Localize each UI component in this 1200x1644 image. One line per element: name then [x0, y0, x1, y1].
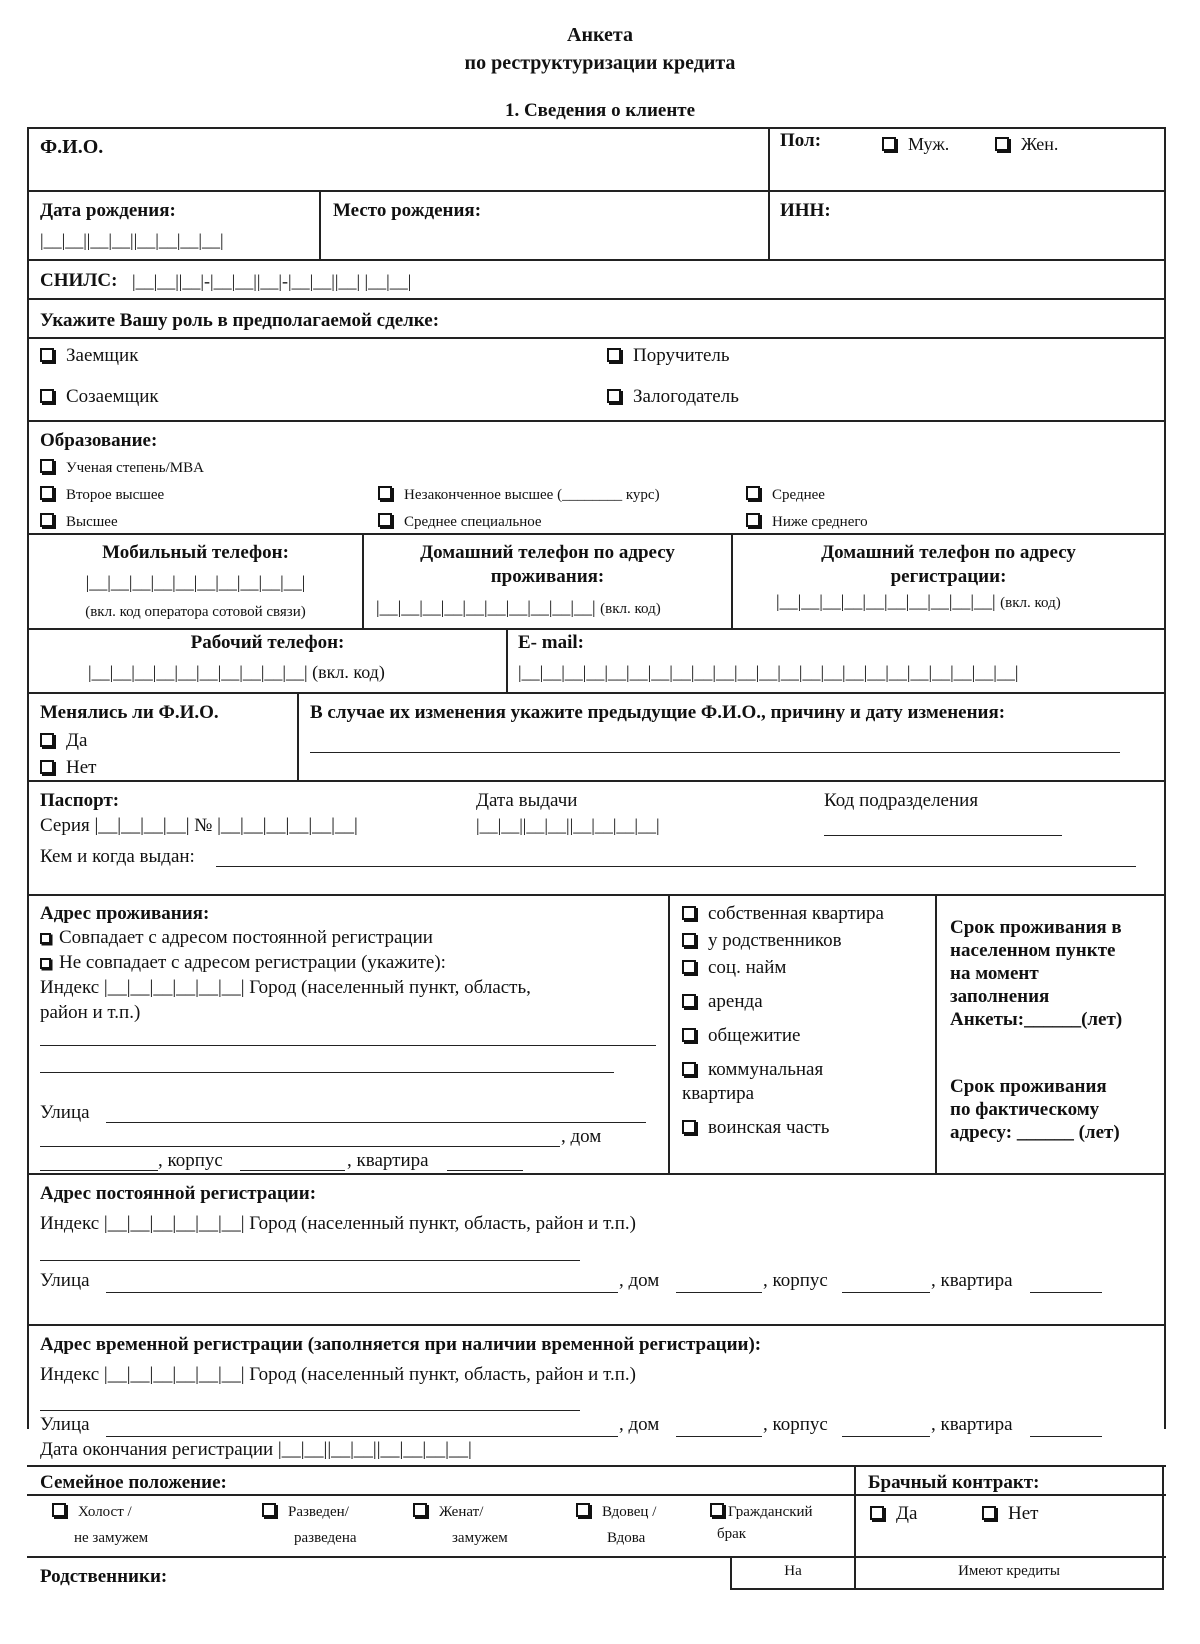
marital-divorced-option[interactable]: Разведен/	[262, 1503, 349, 1521]
col-line	[506, 628, 508, 693]
housing-own[interactable]: собственная квартира	[682, 903, 884, 925]
address-reg-flat-input[interactable]	[1030, 1292, 1102, 1293]
contract-no-option[interactable]: Нет	[982, 1503, 1038, 1525]
checkbox-icon[interactable]	[607, 348, 621, 362]
checkbox-icon[interactable]	[746, 513, 760, 527]
birth-date-field[interactable]: |__|__||__|__||__|__|__|__|	[40, 230, 224, 250]
address-temp-korpus-label: , корпус	[763, 1414, 828, 1435]
housing-communal-cont: квартира	[682, 1083, 755, 1104]
issued-by-input[interactable]	[216, 866, 1136, 867]
checkbox-icon[interactable]	[882, 137, 896, 151]
gender-label: Пол:	[780, 130, 822, 151]
row-line	[27, 894, 1166, 896]
address-live-opt-same[interactable]: Совпадает с адресом постоянной регистрации	[40, 927, 433, 949]
address-temp-house-label: , дом	[619, 1414, 660, 1435]
checkbox-icon[interactable]	[995, 137, 1009, 151]
checkbox-icon[interactable]	[40, 933, 51, 944]
col-line	[668, 894, 670, 1174]
contract-yes-option[interactable]: Да	[870, 1503, 917, 1525]
previous-fio-input[interactable]	[310, 752, 1120, 753]
fio-change-yes-option[interactable]: Да	[40, 730, 87, 752]
checkbox-icon[interactable]	[682, 1028, 696, 1042]
home-phone-reg-label: Домашний телефон по адресу	[821, 542, 1076, 563]
checkbox-icon[interactable]	[413, 1503, 427, 1517]
home-phone-live-label2: проживания:	[490, 566, 605, 587]
marital-widowed-line2: Вдова	[607, 1530, 646, 1546]
snils-field[interactable]: |__|__||__|-|__|__||__|-|__|__||__| |__|__|	[132, 271, 412, 291]
home-phone-reg-label2: регистрации:	[890, 566, 1007, 587]
address-live-city-input2[interactable]	[40, 1072, 614, 1073]
form-title: Анкета	[567, 24, 633, 46]
checkbox-icon[interactable]	[40, 486, 54, 500]
term-years-field[interactable]: Анкеты:______(лет)	[950, 1009, 1123, 1030]
marital-single-line2: не замужем	[74, 1530, 149, 1546]
row-line	[27, 1556, 1166, 1558]
checkbox-icon[interactable]	[576, 1503, 590, 1517]
term-line: на момент	[950, 963, 1039, 984]
dept-code-label: Код подразделения	[824, 790, 979, 811]
checkbox-icon[interactable]	[262, 1503, 276, 1517]
email-label: E- mail:	[518, 632, 584, 653]
col-line	[297, 692, 299, 781]
row-line	[27, 337, 1166, 339]
term-line: населенном пункте	[950, 940, 1116, 961]
housing-social[interactable]: соц. найм	[682, 957, 786, 979]
mobile-phone-label: Мобильный телефон:	[102, 542, 289, 563]
housing-dorm[interactable]: общежитие	[682, 1025, 800, 1047]
birth-date-label: Дата рождения:	[40, 200, 176, 221]
address-live-flat-input[interactable]	[447, 1170, 523, 1171]
marital-civil-option[interactable]: Гражданский	[710, 1503, 813, 1521]
address-live-opt-different[interactable]: Не совпадает с адресом регистрации (укажите):	[40, 952, 446, 974]
border-right	[1164, 127, 1166, 1429]
checkbox-icon[interactable]	[378, 513, 392, 527]
address-live-korpus-input[interactable]	[240, 1170, 345, 1171]
col-line	[768, 127, 770, 260]
checkbox-icon[interactable]	[682, 994, 696, 1008]
address-live-street-input[interactable]	[106, 1122, 646, 1123]
row-line	[27, 533, 1166, 535]
address-temp-label: Адрес временной регистрации (заполняется при наличии временной регистрации):	[40, 1334, 762, 1355]
row-line	[27, 1465, 1166, 1467]
address-temp-index[interactable]: Индекс |__|__|__|__|__|__| Город (населенный пункт, область, район и т.п.)	[40, 1364, 636, 1385]
address-live-street-input2[interactable]	[40, 1146, 560, 1147]
address-reg-index[interactable]: Индекс |__|__|__|__|__|__| Город (населенный пункт, область, район и т.п.)	[40, 1213, 636, 1234]
dept-code-input[interactable]	[824, 835, 1062, 836]
role-guarantor-option[interactable]: Поручитель	[607, 345, 730, 367]
fio-label: Ф.И.О.	[40, 136, 104, 158]
address-live-index[interactable]: Индекс |__|__|__|__|__|__| Город (населенный пункт, область,	[40, 977, 531, 998]
edu-option-secondary[interactable]: Среднее	[746, 486, 825, 504]
term-line: Срок проживания в	[950, 917, 1122, 938]
address-temp-house-input[interactable]	[676, 1436, 762, 1437]
inn-label: ИНН:	[780, 200, 831, 221]
issue-date-field[interactable]: |__|__||__|__||__|__|__|__|	[476, 815, 660, 835]
checkbox-icon[interactable]	[982, 1506, 996, 1520]
address-live-korpus-label: , корпус	[158, 1150, 223, 1171]
edu-option-degree[interactable]: Ученая степень/MBA	[40, 459, 204, 477]
row-line	[27, 259, 1166, 261]
address-live-house-input[interactable]	[40, 1170, 158, 1171]
marital-divorced-line2: разведена	[294, 1530, 357, 1546]
gender-female-option[interactable]: Жен.	[995, 134, 1058, 155]
address-reg-korpus-input[interactable]	[842, 1292, 930, 1293]
row-line	[27, 420, 1166, 422]
marital-married-line2: замужем	[452, 1530, 508, 1546]
row-line	[27, 127, 1166, 129]
edu-option-secondary-special[interactable]: Среднее специальное	[378, 513, 542, 531]
home-phone-reg-field[interactable]: |__|__|__|__|__|__|__|__|__|__| (вкл. код)	[776, 591, 1061, 611]
address-live-region: район и т.п.)	[40, 1002, 141, 1023]
checkbox-icon[interactable]	[682, 906, 696, 920]
col-line	[935, 894, 937, 1174]
edu-option-incomplete-higher[interactable]: Незаконченное высшее (________ курс)	[378, 486, 660, 504]
border-left	[27, 127, 29, 1429]
checkbox-icon[interactable]	[746, 486, 760, 500]
address-reg-street-input[interactable]	[106, 1292, 618, 1293]
work-phone-field[interactable]: |__|__|__|__|__|__|__|__|__|__| (вкл. код)	[88, 662, 385, 682]
address-live-label: Адрес проживания:	[40, 903, 210, 924]
role-coborrower-option[interactable]: Созаемщик	[40, 386, 159, 408]
issued-by-label: Кем и когда выдан:	[40, 846, 195, 867]
email-field[interactable]: |__|__|__|__|__|__|__|__|__|__|__|__|__|__|__|__|__|__|__|__|__|__|__|	[518, 662, 1019, 682]
mobile-phone-field[interactable]: |__|__|__|__|__|__|__|__|__|__|	[85, 572, 306, 592]
row-line	[730, 1588, 1164, 1590]
role-pledger-option[interactable]: Залогодатель	[607, 386, 739, 408]
education-label: Образование:	[40, 430, 158, 451]
fio-change-no-option[interactable]: Нет	[40, 757, 96, 779]
section-title: 1. Сведения о клиенте	[504, 100, 696, 121]
address-reg-flat-label: , квартира	[931, 1270, 1013, 1291]
relatives-col-header: На	[784, 1563, 802, 1579]
fio-change-label: Менялись ли Ф.И.О.	[40, 702, 219, 723]
checkbox-icon[interactable]	[40, 513, 54, 527]
address-live-city-input[interactable]	[40, 1045, 656, 1046]
checkbox-icon[interactable]	[710, 1503, 724, 1517]
relatives-label: Родственники:	[40, 1566, 168, 1587]
issue-date-label: Дата выдачи	[476, 790, 578, 811]
address-temp-city-input[interactable]	[40, 1410, 580, 1411]
term-line: заполнения	[950, 986, 1050, 1007]
checkbox-icon[interactable]	[870, 1506, 884, 1520]
checkbox-icon[interactable]	[40, 389, 54, 403]
housing-communal[interactable]: коммунальная	[682, 1059, 823, 1081]
address-temp-flat-label: , квартира	[931, 1414, 1013, 1435]
address-temp-street-input[interactable]	[106, 1436, 618, 1437]
checkbox-icon[interactable]	[40, 459, 54, 473]
marital-widowed-option[interactable]: Вдовец /	[576, 1503, 656, 1521]
edu-option-second-higher[interactable]: Второе высшее	[40, 486, 164, 504]
checkbox-icon[interactable]	[40, 733, 54, 747]
housing-relatives[interactable]: у родственников	[682, 930, 842, 952]
col-line	[1162, 1465, 1164, 1590]
row-line	[27, 780, 1166, 782]
role-label: Укажите Вашу роль в предполагаемой сделке:	[40, 310, 440, 331]
birth-place-label: Место рождения:	[333, 200, 482, 221]
housing-military[interactable]: воинская часть	[682, 1117, 829, 1139]
checkbox-icon[interactable]	[682, 1120, 696, 1134]
home-phone-live-field[interactable]: |__|__|__|__|__|__|__|__|__|__| (вкл. код)	[376, 597, 661, 617]
address-temp-korpus-input[interactable]	[842, 1436, 930, 1437]
row-line	[27, 1324, 1166, 1326]
address-temp-street-label: Улица	[40, 1414, 90, 1435]
edu-option-below-secondary[interactable]: Ниже среднего	[746, 513, 868, 531]
checkbox-icon[interactable]	[40, 958, 51, 969]
mobile-phone-note: (вкл. код оператора сотовой связи)	[85, 604, 306, 620]
row-line	[27, 692, 1166, 694]
row-line	[27, 1173, 1166, 1175]
address-reg-house-label: , дом	[619, 1270, 660, 1291]
gender-male-option[interactable]: Муж.	[882, 134, 949, 155]
checkbox-icon[interactable]	[607, 389, 621, 403]
row-line	[27, 298, 1166, 300]
relatives-credits-header: Имеют кредиты	[958, 1563, 1060, 1579]
address-reg-street-label: Улица	[40, 1270, 90, 1291]
marital-civil-line2: брак	[717, 1526, 747, 1542]
marital-label: Семейное положение:	[40, 1472, 227, 1493]
term2-years-field[interactable]: адресу: ______ (лет)	[950, 1122, 1120, 1143]
address-temp-end-date[interactable]: Дата окончания регистрации |__|__||__|__||__|__|__|__|	[40, 1439, 472, 1460]
passport-series-field[interactable]: Серия |__|__|__|__| № |__|__|__|__|__|__|	[40, 815, 358, 836]
term2-line: по фактическому	[950, 1099, 1100, 1120]
form-subtitle: по реструктуризации кредита	[464, 52, 736, 74]
snils-label: СНИЛС:	[40, 270, 118, 291]
checkbox-icon[interactable]	[378, 486, 392, 500]
marital-married-option[interactable]: Женат/	[413, 1503, 483, 1521]
checkbox-icon[interactable]	[682, 933, 696, 947]
work-phone-label: Рабочий телефон:	[190, 632, 345, 653]
row-line	[27, 190, 1166, 192]
address-reg-city-input[interactable]	[40, 1260, 580, 1261]
checkbox-icon[interactable]	[682, 960, 696, 974]
address-live-street-label: Улица	[40, 1102, 90, 1123]
fio-change-prompt: В случае их изменения укажите предыдущие Ф.И.О., причину и дату изменения:	[310, 702, 1006, 723]
housing-rent[interactable]: аренда	[682, 991, 763, 1013]
home-phone-live-label: Домашний телефон по адресу	[420, 542, 675, 563]
row-line	[27, 1494, 1166, 1496]
col-line	[319, 190, 321, 260]
term2-line: Срок проживания	[950, 1076, 1107, 1097]
checkbox-icon[interactable]	[40, 348, 54, 362]
address-reg-label: Адрес постоянной регистрации:	[40, 1183, 317, 1204]
edu-option-higher[interactable]: Высшее	[40, 513, 118, 531]
address-live-flat-label: , квартира	[347, 1150, 429, 1171]
checkbox-icon[interactable]	[682, 1062, 696, 1076]
row-line	[27, 628, 1166, 630]
address-reg-korpus-label: , корпус	[763, 1270, 828, 1291]
address-live-house-label: , дом	[561, 1126, 602, 1147]
passport-label: Паспорт:	[40, 790, 120, 811]
marital-single-option[interactable]: Холост /	[52, 1503, 132, 1521]
checkbox-icon[interactable]	[40, 760, 54, 774]
role-borrower-option[interactable]: Заемщик	[40, 345, 138, 367]
address-reg-house-input[interactable]	[676, 1292, 762, 1293]
contract-label: Брачный контракт:	[868, 1472, 1040, 1493]
checkbox-icon[interactable]	[52, 1503, 66, 1517]
address-temp-flat-input[interactable]	[1030, 1436, 1102, 1437]
